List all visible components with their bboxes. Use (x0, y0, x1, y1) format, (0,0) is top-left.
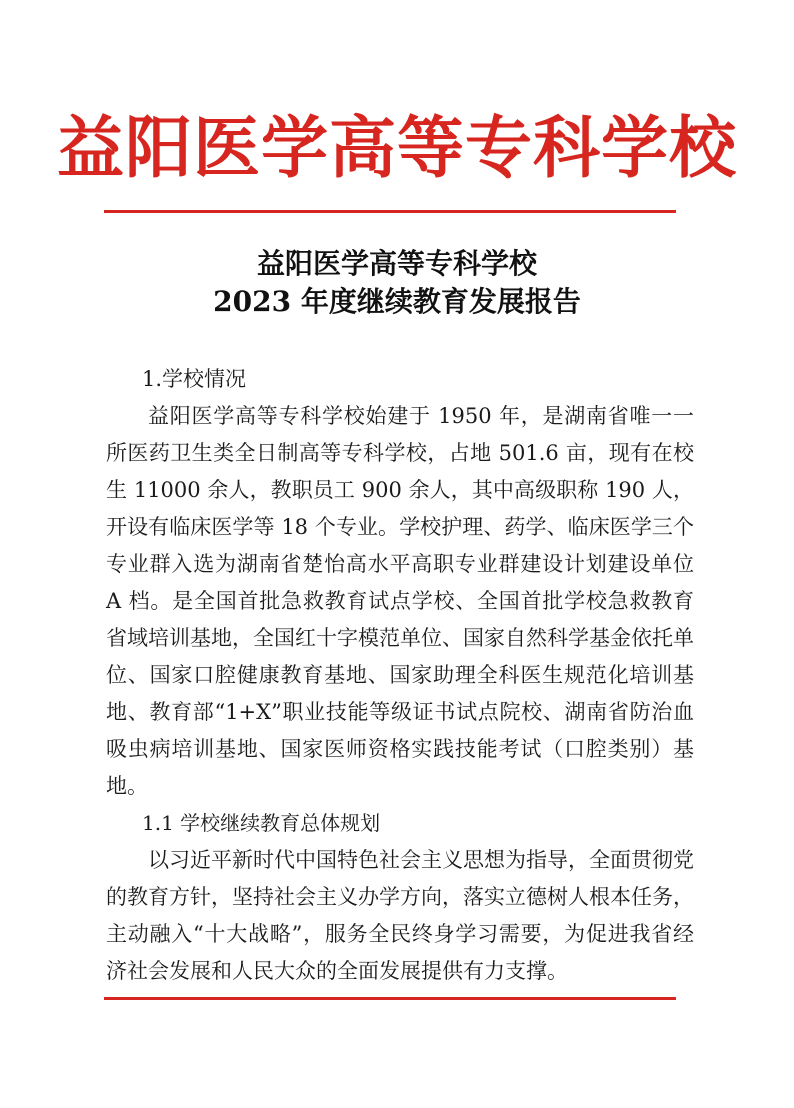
footer-rule (104, 997, 676, 1000)
report-title-line1: 益阳医学高等专科学校 (256, 247, 537, 280)
report-body (106, 361, 694, 990)
section-paragraph-1-1: 以习近平新时代中国特色社会主义思想为指导，全面贯彻党的教育方针，坚持社会主义办学方向，落实立德树人根本任务，主动融入“十大战略”，服务全民终身学习需要，为促进我省经济社会发展和人民大众的全面发展提供有力支撑。 (106, 848, 694, 983)
section-paragraph-1: 益阳医学高等专科学校始建于 1950 年，是湖南省唯一一所医药卫生类全日制高等专科学校，占地 501.6 亩，现有在校生 11000 余人，教职员工 900 余人，其中高级职称 190 人，开设有临床医学等 18 个专业。学校护理、药学、临床医学三个专业群入选为湖南省楚怡高水平高职专业群建设计划建设单位 A 档。是全国首批急救教育试点学校、全国首批学校急救教育省域培训基地，全国红十字模范单位、国家自然科学基金依托单位、国家口腔健康教育基地、国家助理全科医生规范化培训基地、教育部“1+X”职业技能等级证书试点院校、湖南省防治血吸虫病培训基地、国家医师资格实践技能考试（口腔类别）基地。 (106, 404, 694, 798)
letterhead-rule (104, 210, 676, 213)
letterhead-title: 益阳医学高等专科学校 (57, 108, 737, 187)
report-title-line2: 2023 年度继续教育发展报告 (213, 285, 581, 318)
section-heading-1-1: 1.1 学校继续教育总体规划 (142, 811, 381, 835)
section-heading-1: 1.学校情况 (142, 367, 247, 391)
